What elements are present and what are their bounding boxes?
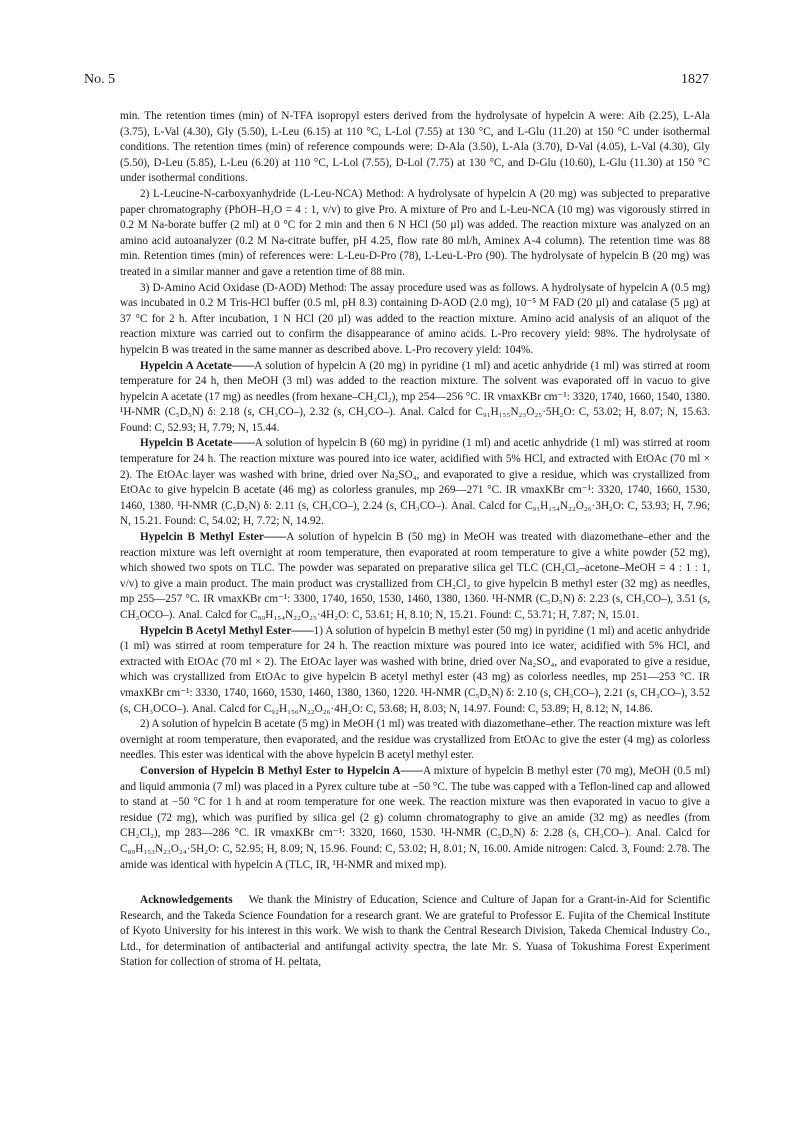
paragraph-text: A mixture of hypelcin B methyl ester (70 mg), MeOH (0.5 ml) and liquid ammonia (7 ml) was placed in a Pyrex culture tube at −50 °C. The tube was capped with a Teflon-lined cap and allowed to stand at −50 °C for 1 h and at room temperature for one week. The reaction mixture was then evaporated in vacuo to give a residue (72 mg), which was purified by silica gel (2 g) column chromatography to give an amide (32 mg) as needles (from CH₂Cl₂), mp 283—286 °C. IR νmaxKBr cm⁻¹: 3320, 1660, 1530. ¹H-NMR (C₅D₅N) δ: 2.28 (s, CH₃CO–). Anal. Calcd for C₈₉H₁₅₃N₂₃O₂₄·5H₂O: C, 52.95; H, 8.09; N, 15.96. Found: C, 53.02; H, 8.01; N, 16.00. Amide nitrogen: Calcd. 3, Found: 2.78. The amide was identical with hypelcin A (TLC, IR, ¹H-NMR and mixed mp). (120, 764, 710, 871)
paragraph-acetyl-methyl-ester (120, 624, 710, 718)
paragraph-text: 2) L-Leucine-N-carboxyanhydride (L-Leu-NCA) Method: A hydrolysate of hypelcin A (20 mg) was subjected to preparative paper chromatography (PhOH–H₂O = 4 : 1, v/v) to give Pro. A mixture of Pro and L-Leu-NCA (10 mg) was vigorously stirred in 0.2 M Na-borate buffer (2 ml) at 0 °C for 2 min and then 6 N HCl (50 µl) was added. The reaction mixture was analyzed on an amino acid autoanalyzer (0.2 M Na-citrate buffer, pH 4.25, flow rate 80 ml/h, Aminex A-4 column). The retention time was 88 min. Retention times (min) of references were: L-Leu-D-Pro (78), L-Leu-L-Pro (90). The hydrolysate of hypelcin B (20 mg) was treated in a similar manner and gave a retention time of 88 min. (120, 187, 710, 278)
paragraph-text: 2) A solution of hypelcin B acetate (5 mg) in MeOH (1 ml) was treated with diazomethane–ether. The reaction mixture was left overnight at room temperature, then evaporated, and the residue was crystallized from EtOAc to give the ester (4 mg) as colorless needles. This ester was identical with the above hypelcin B acetyl methyl ester. (120, 718, 710, 762)
article-body (120, 109, 710, 971)
paragraph-acknowledgements (120, 893, 710, 971)
paragraph-text: We thank the Ministry of Education, Science and Culture of Japan for a Grant-in-Aid for Scientific Research, and the Takeda Science Foundation for a research grant. We are grateful to Professor E. Fujita of the Chemical Institute of Kyoto University for his interest in this work. We wish to thank the Central Research Division, Takeda Chemical Industry Co., Ltd., for determination of antibacterial and antifungal activity spectra, the late Mr. S. Yuasa of Tokushima Forest Experiment Station for collection of stroma of H. peltata, (120, 894, 710, 969)
run-in-heading: Conversion of Hypelcin B Methyl Ester to Hypelcin A—— (140, 764, 423, 777)
paragraph-acetyl-methyl-ester-2 (120, 717, 710, 764)
acknowledgements-heading: Acknowledgements (140, 894, 233, 907)
paragraph-hypelcin-a-acetate (120, 359, 710, 437)
page-header (84, 72, 709, 92)
paragraph-text: 1) A solution of hypelcin B methyl ester (50 mg) in pyridine (1 ml) and acetic anhydride (1 ml) was stirred at room temperature for 24 h. The reaction mixture was poured into ice water, acidified with 5% HCl, and extracted with EtOAc (70 ml × 2). The EtOAc layer was washed with brine, dried over Na₂SO₄, and evaporated to give a residue, which was crystallized from EtOAc to give hypelcin B acetyl methyl ester (43 mg) as colorless needles, mp 251—253 °C. IR νmaxKBr cm⁻¹: 3330, 1740, 1660, 1530, 1460, 1380, 1360, 1220. ¹H-NMR (C₅D₅N) δ: 2.10 (s, CH₃CO–), 2.21 (s, CH₃CO–), 3.52 (s, CH₃OCO–). Anal. Calcd for C₉₂H₁₅₆N₂₂O₂₆·4H₂O: C, 53.68; H, 8.03; N, 14.97. Found: C, 53.89; H, 8.12; N, 14.86. (120, 624, 710, 715)
run-in-heading: Hypelcin A Acetate—— (140, 359, 255, 372)
page-number: 1827 (681, 72, 709, 87)
paragraph-d-aod-method (120, 281, 710, 359)
paragraph-text: A solution of hypelcin A (20 mg) in pyridine (1 ml) and acetic anhydride (1 ml) was stirred at room temperature for 24 h, then MeOH (3 ml) was added to the reaction mixture. The solvent was evaporated off in vacuo to give hypelcin A acetate (17 mg) as needles (from hexane–CH₂Cl₂), mp 254—256 °C. IR νmaxKBr cm⁻¹: 3320, 1740, 1660, 1540, 1380. ¹H-NMR (C₅D₅N) δ: 2.18 (s, CH₃CO–), 2.32 (s, CH₃CO–). Anal. Calcd for C₉₁H₁₅₅N₂₃O₂₅·5H₂O: C, 53.02; H, 8.07; N, 15.63. Found: C, 52.93; H, 7.79; N, 15.44. (120, 359, 710, 434)
paragraph-text: A solution of hypelcin B (50 mg) in MeOH was treated with diazomethane–ether and the reaction mixture was left overnight at room temperature, then evaporated at room temperature to give a white powder (52 mg), which showed two spots on TLC. The powder was separated on preparative silica gel TLC (CH₂Cl₂–acetone–MeOH = 4 : 1 : 1, v/v) to give a main product. The main product was crystallized from CH₂Cl₂ to give hypelcin B methyl ester (32 mg) as needles, mp 255—257 °C. IR νmaxKBr cm⁻¹: 3300, 1740, 1650, 1530, 1460, 1380, 1360. ¹H-NMR (C₅D₅N) δ: 2.23 (s, CH₃CO–), 3.51 (s, CH₃OCO–). Anal. Calcd for C₉₀H₁₅₄N₂₂O₂₅·4H₂O: C, 53.61; H, 8.10; N, 15.21. Found: C, 53.71; H, 7.87; N, 15.01. (120, 531, 710, 621)
paragraph-text: A solution of hypelcin B (60 mg) in pyridine (1 ml) and acetic anhydride (1 ml) was stirred at room temperature for 24 h. The reaction mixture was poured into ice water, acidified with 5% HCl, and extracted with EtOAc (70 ml × 2). The EtOAc layer was washed with brine, dried over Na₂SO₄, and evaporated to give a residue, which was crystallized from EtOAc to give hypelcin B acetate (46 mg) as colorless granules, mp 269—271 °C. IR νmaxKBr cm⁻¹: 3320, 1740, 1660, 1530, 1460, 1380. ¹H-NMR (C₅D₅N) δ: 2.11 (s, CH₃CO–), 2.24 (s, CH₃CO–). Anal. Calcd for C₉₁H₁₅₄N₂₂O₂₆·3H₂O: C, 53.93; H, 7.96; N, 15.21. Found: C, 54.02; H, 7.72; N, 14.92. (120, 437, 710, 528)
run-in-heading: Hypelcin B Methyl Ester—— (140, 531, 287, 544)
paragraph-retention-times (120, 109, 710, 187)
paragraph-leu-nca-method (120, 187, 710, 281)
run-in-heading: Hypelcin B Acetate—— (140, 437, 255, 450)
paragraph-hypelcin-b-acetate (120, 436, 710, 530)
paragraph-text: min. The retention times (min) of N-TFA isopropyl esters derived from the hydrolysate of hypelcin A were: Aib (2.25), L-Ala (3.75), L-Val (4.30), Gly (5.50), L-Leu (6.15) at 110 °C, L-Lol (7.55) at 130 °C, and L-Glu (11.20) at 150 °C under isothermal conditions. The retention times (min) of reference compounds were: D-Ala (3.50), L-Ala (3.70), D-Val (4.05), L-Val (4.30), Gly (5.50), D-Leu (5.85), L-Leu (6.20) at 110 °C, L-Lol (7.55), D-Lol (7.75) at 130 °C, and D-Glu (10.60), L-Glu (11.30) at 150 °C under isothermal conditions. (120, 110, 710, 185)
paragraph-text: 3) D-Amino Acid Oxidase (D-AOD) Method: The assay procedure used was as follows. A hydrolysate of hypelcin A (0.5 mg) was incubated in 0.2 M Tris-HCl buffer (0.5 ml, pH 8.3) containing D-AOD (2.0 mg), 10⁻⁵ M FAD (20 µl) and catalase (5 µg) at 37 °C for 2 h. After incubation, 1 N HCl (20 µl) was added to the reaction mixture. Amino acid analysis of an aliquot of the reaction mixture was carried out to confirm the disappearance of amino acids. L-Pro recovery yield: 98%. The hydrolysate of hypelcin B was treated in the same manner as described above. L-Pro recovery yield: 104%. (120, 281, 710, 356)
paragraph-conversion (120, 764, 710, 873)
paragraph-hypelcin-b-methyl-ester (120, 530, 710, 624)
journal-issue: No. 5 (84, 72, 116, 87)
run-in-heading: Hypelcin B Acetyl Methyl Ester—— (140, 624, 314, 637)
